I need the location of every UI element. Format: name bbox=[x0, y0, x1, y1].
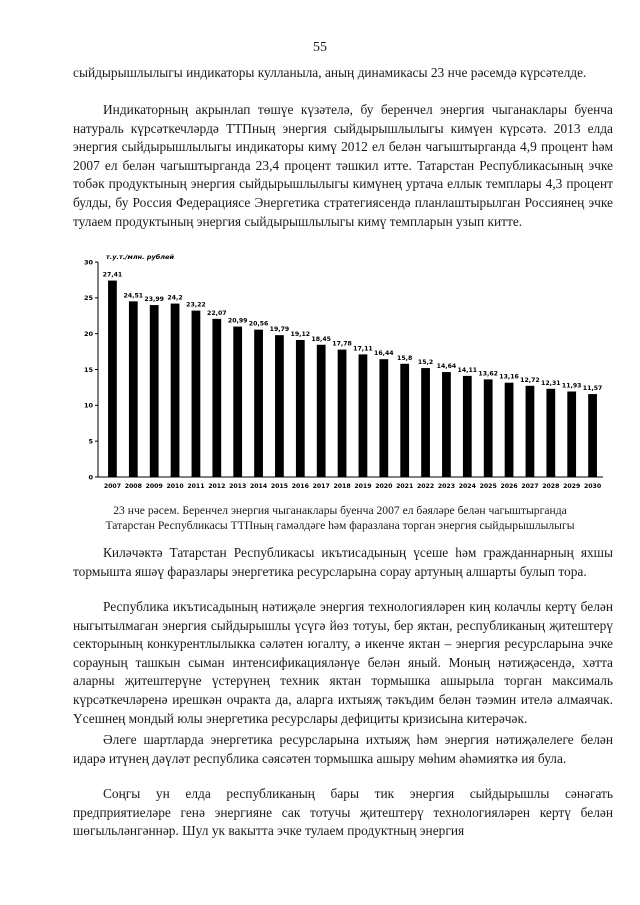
bar-2017 bbox=[317, 345, 326, 477]
bar-2028 bbox=[546, 389, 555, 477]
x-tick-label-2028: 2028 bbox=[542, 483, 560, 490]
bar-2010 bbox=[171, 304, 180, 477]
value-label-2029: 11,93 bbox=[561, 382, 582, 390]
value-label-2016: 19,12 bbox=[290, 330, 311, 338]
x-tick-label-2021: 2021 bbox=[396, 483, 414, 490]
paragraph-top-1: сыйдырышлылыгы индикаторы кулланыла, аның динамикасы 23 нче рәсемдә күрсәтелде. bbox=[73, 65, 587, 80]
value-label-2018: 17,78 bbox=[332, 340, 352, 348]
value-label-2011: 23,22 bbox=[186, 301, 206, 309]
bar-2013 bbox=[233, 327, 242, 477]
x-tick-label-2030: 2030 bbox=[583, 483, 602, 490]
bar-2015 bbox=[275, 335, 284, 477]
x-tick-label-2025: 2025 bbox=[479, 483, 497, 490]
paragraph-bottom-1: Киләчәктә Татарстан Республикасы икътисадының үсеше һәм гражданнарның яхшы тормышта яшәү фаразлары энергетика ресурсларына сорау артуның алшарты булып тора. bbox=[73, 545, 613, 579]
paragraph-bottom-2: Республика икътисадының нәтиҗәле энергия технологияләрен киң колачлы кертү белән ныгытылмаган энергия сыйдырышлы үсүгә йөз тотуы, бер яктан, республиканың җитештерү секторының конкурентлылыкка сәләтен югалту, ә икенче яктан – энергия ресурсларына эчке сорауның ташкын сыман интенсификацияләнүе белән яный. Моның нәтиҗәсендә, хәтта аларны җитештерүне үстерүнең техник яктан тормышка ашырыла торган максималь күрсәткечләренә ирешкән очракта да, аларга ихтыяҗ тәкъдим белән тәэмин ителә алмаячак. Үсешнең мондый юлы энергетика ресурслары дефициты кризисына китерәчәк. bbox=[73, 599, 613, 726]
y-tick-label: 5 bbox=[88, 437, 93, 446]
x-tick-label-2010: 2010 bbox=[166, 483, 184, 490]
bar-2020 bbox=[379, 359, 388, 477]
value-label-2028: 12,31 bbox=[541, 379, 561, 387]
value-label-2024: 14,11 bbox=[457, 366, 478, 374]
x-tick-label-2027: 2027 bbox=[521, 483, 539, 490]
x-tick-label-2023: 2023 bbox=[437, 483, 456, 490]
y-tick-label: 25 bbox=[83, 294, 93, 303]
x-tick-label-2007: 2007 bbox=[103, 483, 122, 490]
x-tick-label-2015: 2015 bbox=[270, 483, 289, 490]
x-tick-label-2029: 2029 bbox=[563, 483, 581, 490]
bar-2018 bbox=[338, 350, 347, 477]
x-tick-label-2017: 2017 bbox=[312, 483, 330, 490]
paragraph-bottom-3: Әлеге шартларда энергетика ресурсларына ихтыяҗ һәм энергия нәтиҗәлелеге белән идарә итүнең дәүләт республика сәясәтен тормышка ашыру мөһим әһәмияткә ия була. bbox=[73, 732, 613, 766]
x-tick-label-2026: 2026 bbox=[500, 483, 518, 490]
y-tick-label: 0 bbox=[88, 473, 93, 482]
bar-2019 bbox=[359, 354, 368, 477]
x-tick-label-2022: 2022 bbox=[416, 483, 435, 490]
value-label-2009: 23,99 bbox=[144, 296, 164, 304]
bar-2016 bbox=[296, 340, 305, 477]
value-label-2027: 12,72 bbox=[520, 376, 540, 384]
value-label-2014: 20,56 bbox=[248, 320, 269, 328]
y-tick-label: 30 bbox=[83, 258, 93, 267]
value-label-2023: 14,64 bbox=[436, 363, 457, 371]
value-label-2021: 15,8 bbox=[397, 354, 413, 362]
x-tick-label-2024: 2024 bbox=[458, 483, 476, 490]
caption-line-2: Татарстан Республикасы ТТПның гамәлдәге һәм фаразлана торган энергия сыйдырышлылыгы bbox=[105, 519, 575, 532]
x-tick-label-2011: 2011 bbox=[187, 483, 205, 490]
value-label-2030: 11,57 bbox=[582, 385, 603, 393]
value-label-2026: 13,16 bbox=[499, 373, 519, 381]
x-tick-label-2019: 2019 bbox=[354, 483, 372, 490]
page-number: 55 bbox=[313, 40, 327, 55]
value-label-2015: 19,79 bbox=[269, 326, 290, 334]
value-label-2020: 16,44 bbox=[374, 350, 394, 358]
bar-2008 bbox=[129, 301, 138, 477]
bar-2014 bbox=[254, 330, 263, 477]
x-tick-label-2014: 2014 bbox=[249, 483, 268, 490]
value-label-2022: 15,2 bbox=[417, 359, 434, 367]
bar-2029 bbox=[567, 392, 576, 477]
value-label-2025: 13,62 bbox=[478, 370, 498, 378]
figure-caption bbox=[60, 503, 620, 533]
value-label-2010: 24,2 bbox=[167, 294, 183, 302]
energy-intensity-chart bbox=[68, 250, 608, 495]
bar-2022 bbox=[421, 368, 430, 477]
value-label-2019: 17,11 bbox=[353, 345, 373, 353]
x-tick-label-2013: 2013 bbox=[229, 483, 247, 490]
y-tick-label: 10 bbox=[83, 401, 93, 410]
value-label-2008: 24,51 bbox=[123, 292, 144, 300]
x-tick-label-2018: 2018 bbox=[333, 483, 351, 490]
bar-2025 bbox=[484, 379, 493, 477]
paragraph-top-2: Индикаторның акрынлап төшүе күзәтелә, бу беренчел энергия чыганаклары буенча натураль күрсәткечләрдә ТТПның энергия сыйдырышлылыгы кимүен күрсәтә. 2013 елда энергия сыйдырышлылыгы индикаторы кимү 2012 ел белән чагыштырганда 4,9 процент һәм 2007 ел белән чагыштырганда 23,4 процент тәшкил итте. Татарстан Республикасының эчке тобәк продуктының энергия сыйдырышлылыгы кимүнең уртача еллык темплары 4,3 процент булды, бу Россия Федерациясе Энергетика стратегиясендә планлаштырылган Россиянең эчке тулаем продуктының энергия сыйдырышлылыгы кимү темпларын узып китте. bbox=[73, 102, 613, 229]
bar-2021 bbox=[400, 364, 409, 477]
value-label-2017: 18,45 bbox=[311, 335, 331, 343]
y-tick-label: 15 bbox=[83, 365, 93, 374]
y-tick-label: 20 bbox=[83, 329, 93, 338]
bar-2027 bbox=[526, 386, 535, 477]
y-axis-unit-label: т.у.т./млн. рублей bbox=[106, 253, 175, 261]
paragraph-bottom-4: Соңгы ун елда республиканың бары тик энергия сыйдырышлы сәнәгать предприятиеләре генә энергияне сак тотучы җитештерү технологияләрен кертү белән шөгыльләнгәннәр. Шул ук вакытта эчке тулаем продуктның энергия bbox=[73, 786, 613, 839]
bar-2007 bbox=[108, 281, 117, 477]
bar-2030 bbox=[588, 394, 597, 477]
x-tick-label-2016: 2016 bbox=[291, 483, 309, 490]
bar-2009 bbox=[150, 305, 159, 477]
bar-2012 bbox=[212, 319, 221, 477]
bar-2023 bbox=[442, 372, 451, 477]
bar-2011 bbox=[192, 311, 201, 477]
value-label-2012: 22,07 bbox=[207, 309, 227, 317]
value-label-2007: 27,41 bbox=[102, 271, 123, 279]
value-label-2013: 20,99 bbox=[227, 317, 248, 325]
chart-svg bbox=[68, 250, 608, 495]
x-tick-label-2012: 2012 bbox=[208, 483, 226, 490]
x-tick-label-2008: 2008 bbox=[124, 483, 142, 490]
caption-line-1: 23 нче рәсем. Беренчел энергия чыганаклары буенча 2007 ел бәяләре белән чагыштырганда bbox=[113, 504, 567, 517]
x-tick-label-2009: 2009 bbox=[145, 483, 163, 490]
bar-2024 bbox=[463, 376, 472, 477]
x-tick-label-2020: 2020 bbox=[375, 483, 393, 490]
bar-2026 bbox=[505, 383, 514, 477]
